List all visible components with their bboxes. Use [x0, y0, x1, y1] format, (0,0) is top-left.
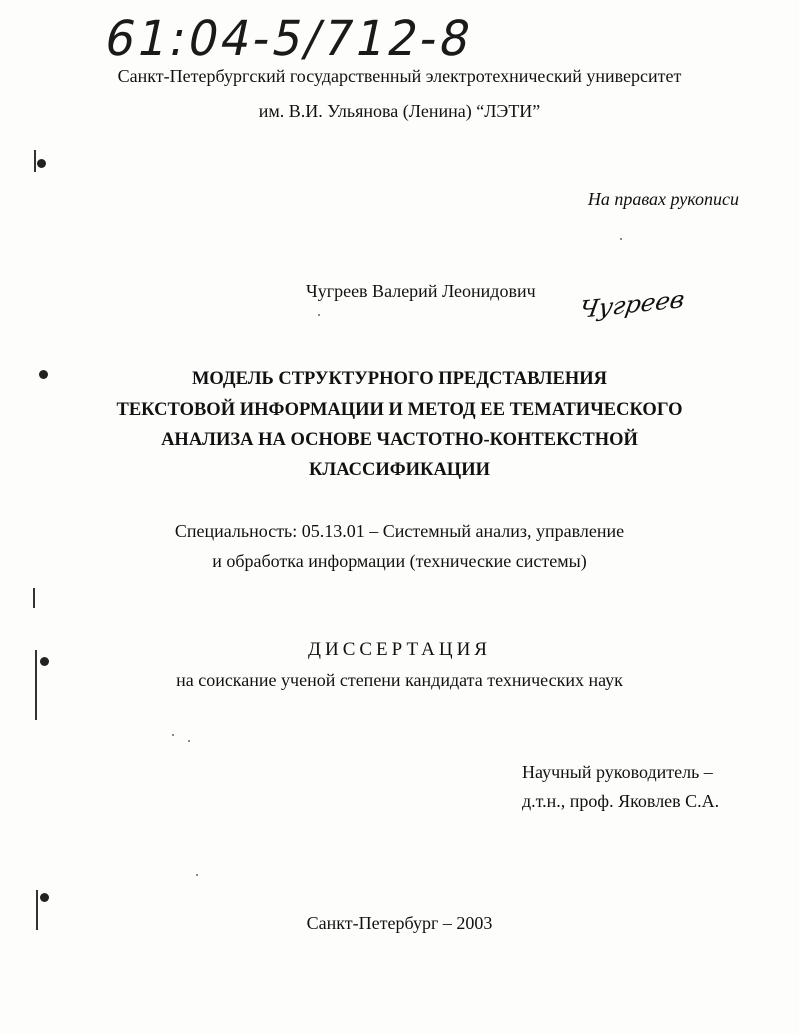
title-line4: КЛАССИФИКАЦИИ: [309, 460, 490, 480]
university-name-line2: им. В.И. Ульянова (Ленина) “ЛЭТИ”: [258, 101, 541, 121]
binding-hole-mark: [39, 370, 48, 379]
supervisor-name: д.т.н., проф. Яковлев С.А.: [522, 791, 720, 811]
city-year: Санкт-Петербург – 2003: [306, 913, 493, 933]
scan-speck: [172, 734, 174, 736]
scan-mark: [35, 650, 37, 720]
title-line1: МОДЕЛЬ СТРУКТУРНОГО ПРЕДСТАВЛЕНИЯ: [191, 369, 608, 389]
scan-speck: [196, 874, 198, 876]
binding-hole-mark: [37, 159, 46, 168]
title-line3: АНАЛИЗА НА ОСНОВЕ ЧАСТОТНО-КОНТЕКСТНОЙ: [161, 430, 638, 450]
specialty-line1: Специальность: 05.13.01 – Системный анализ, управление: [174, 521, 625, 541]
scan-mark: [33, 588, 35, 608]
university-name-line1: Санкт-Петербургский государственный электротехнический университет: [117, 66, 682, 86]
scan-speck: [620, 238, 622, 240]
archive-number-handwritten: 61:04-5/712-8: [99, 10, 479, 67]
supervisor-label: Научный руководитель –: [522, 762, 713, 782]
rights-note: На правах рукописи: [587, 189, 739, 209]
author-name: Чугреев Валерий Леонидович: [306, 281, 536, 301]
specialty-line2: и обработка информации (технические системы): [212, 551, 587, 571]
scan-mark: [34, 150, 36, 172]
scan-speck: [318, 314, 320, 316]
scan-speck: [188, 740, 190, 742]
title-line2: ТЕКСТОВОЙ ИНФОРМАЦИИ И МЕТОД ЕЕ ТЕМАТИЧЕСКОГО: [116, 400, 683, 420]
dissertation-label: ДИССЕРТАЦИЯ: [308, 639, 491, 660]
scan-mark: [36, 890, 38, 930]
binding-hole-mark: [40, 893, 49, 902]
binding-hole-mark: [40, 657, 49, 666]
author-signature: Чугреев: [577, 285, 687, 324]
dissertation-purpose: на соискание ученой степени кандидата технических наук: [176, 670, 623, 690]
